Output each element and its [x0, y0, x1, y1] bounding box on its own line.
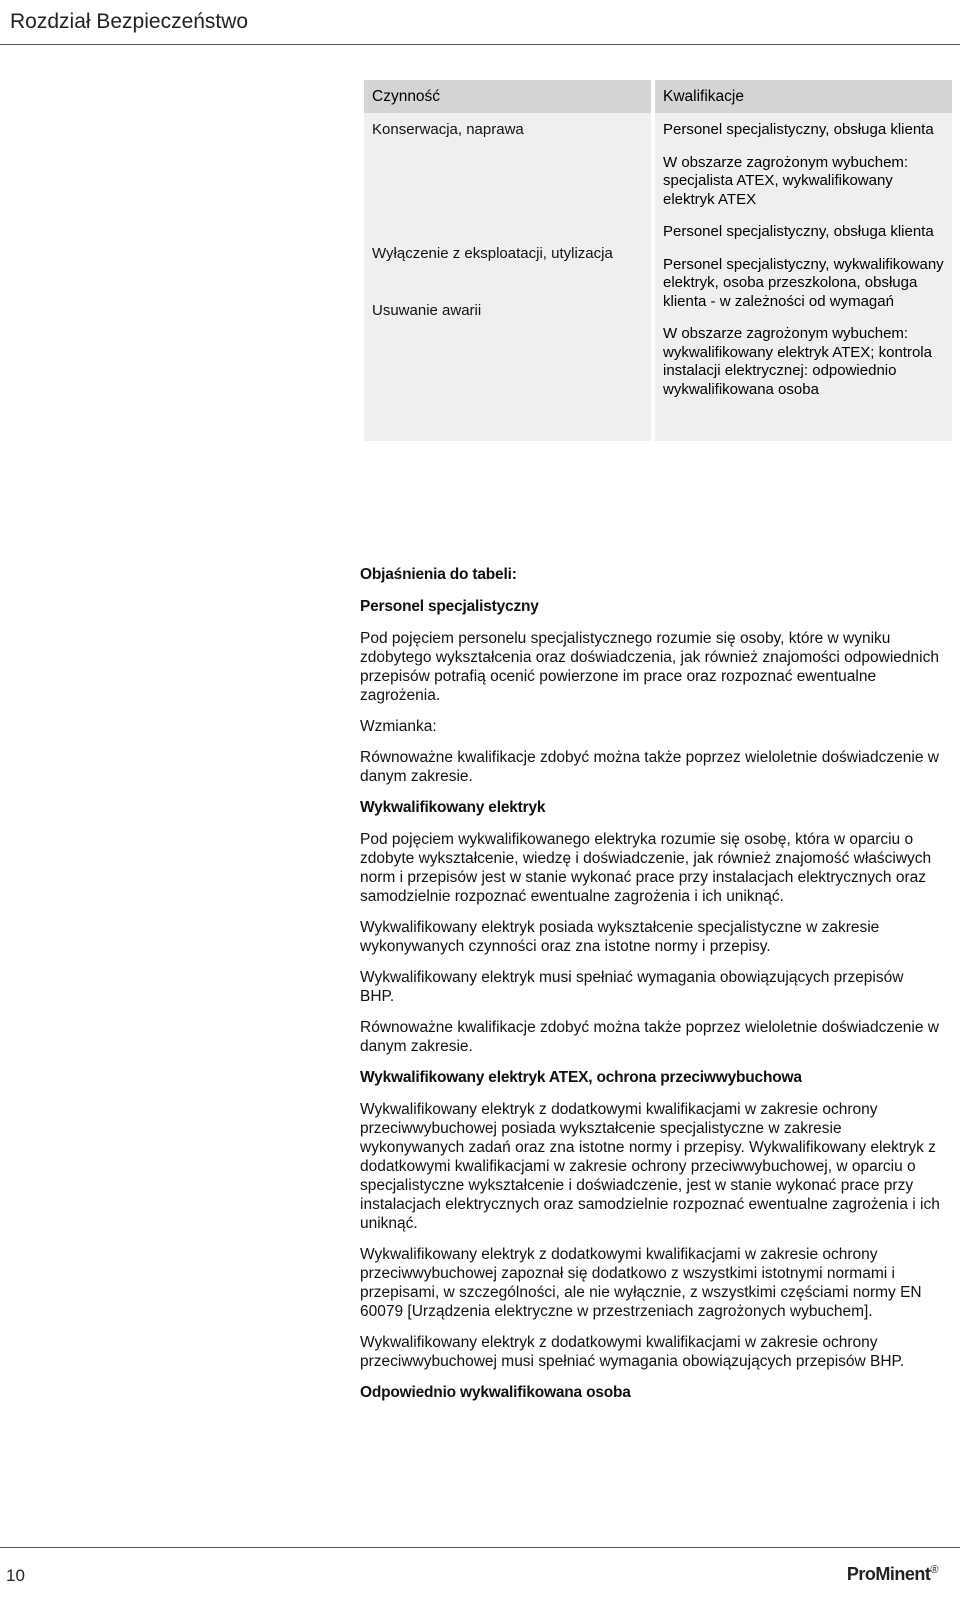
logo-text: ProMinent	[846, 1564, 931, 1584]
paragraph: Wzmianka:	[360, 718, 437, 735]
footer-divider	[0, 1547, 960, 1548]
table-header-row	[364, 80, 952, 113]
qualifications-table	[360, 80, 956, 441]
page-header	[0, 0, 960, 45]
section-heading: Wykwalifikowany elektryk ATEX, ochrona przeciwwybuchowa	[360, 1069, 802, 1086]
section-heading: Odpowiednio wykwalifikowana osoba	[360, 1384, 631, 1401]
paragraph: Wykwalifikowany elektryk z dodatkowymi kwalifikacjami w zakresie ochrony przeciwwybuchowej posiada wykształcenie specjalistyczne w zakresie wykonywanych zadań oraz zna istotne normy i przepisy. Wykwalifikowany elektryk z dodatkowymi kwalifikacjami w zakresie ochrony przeciwwybuchowej, w oparciu o specjalistyczne wykształcenie i doświadczenie, jest w stanie wykonać prace przy instalacjach elektrycznych oraz samodzielnie rozpoznać ewentualne zagrożenia i ich uniknąć.	[360, 1101, 940, 1232]
paragraph: Wykwalifikowany elektryk z dodatkowymi kwalifikacjami w zakresie ochrony przeciwwybuchowej musi spełniać wymagania obowiązujących przepisów BHP.	[360, 1334, 905, 1370]
qualification-item: Personel specjalistyczny, wykwalifikowany elektryk, osoba przeszkolona, obsługa klienta - w zależności od wymagań	[663, 255, 944, 310]
column-header-qualifications: Kwalifikacje	[655, 80, 952, 113]
qualification-item: Personel specjalistyczny, obsługa klienta	[663, 121, 934, 138]
prominent-logo	[847, 1564, 938, 1585]
section-heading: Objaśnienia do tabeli:	[360, 566, 517, 583]
activity-cell	[364, 113, 651, 441]
qualification-item: Personel specjalistyczny, obsługa klienta	[663, 223, 934, 240]
explanations	[360, 565, 940, 1415]
paragraph: Pod pojęciem wykwalifikowanego elektryka rozumie się osobę, która w oparciu o zdobyte wykształcenie, wiedzę i doświadczenie, jak również znajomość właściwych norm i przepisów jest w stanie wykonać prace przy instalacjach elektrycznych oraz samodzielnie rozpoznać ewentualne zagrożenia i ich uniknąć.	[360, 831, 932, 905]
activity-item: Konserwacja, naprawa	[372, 121, 524, 138]
paragraph: Równoważne kwalifikacje zdobyć można także poprzez wieloletnie doświadczenie w danym zakresie.	[360, 749, 939, 785]
page-number: 10	[6, 1566, 25, 1585]
paragraph: Pod pojęciem personelu specjalistycznego rozumie się osoby, które w wyniku zdobytego wykształcenia oraz doświadczenia, jak również znajomości odpowiednich przepisów potrafią ocenić powierzone im prace oraz rozpoznać ewentualne zagrożenia.	[360, 630, 939, 704]
paragraph: Wykwalifikowany elektryk posiada wykształcenie specjalistyczne w zakresie wykonywanych czynności oraz zna istotne normy i przepisy.	[360, 919, 880, 955]
column-header-activity: Czynność	[364, 80, 651, 113]
qualification-item: W obszarze zagrożonym wybuchem: wykwalifikowany elektryk ATEX; kontrola instalacji elektrycznej: odpowiednio wykwalifikowana osoba	[663, 325, 932, 398]
table-row	[364, 113, 952, 441]
section-heading: Personel specjalistyczny	[360, 598, 539, 615]
paragraph: Równoważne kwalifikacje zdobyć można także poprzez wieloletnie doświadczenie w danym zakresie.	[360, 1019, 939, 1055]
activity-item: Wyłączenie z eksploatacji, utylizacja	[372, 245, 613, 262]
paragraph: Wykwalifikowany elektryk musi spełniać wymagania obowiązujących przepisów BHP.	[360, 969, 904, 1005]
activity-item: Usuwanie awarii	[372, 302, 482, 319]
registered-mark: ®	[930, 1564, 938, 1576]
qualification-item: W obszarze zagrożonym wybuchem: specjalista ATEX, wykwalifikowany elektryk ATEX	[663, 153, 909, 208]
qualification-cell	[655, 113, 952, 441]
page-title: Rozdział Bezpieczeństwo	[10, 10, 249, 33]
paragraph: Wykwalifikowany elektryk z dodatkowymi kwalifikacjami w zakresie ochrony przeciwwybuchowej zapoznał się dodatkowo z wszystkimi istotnymi normami i przepisami, w szczególności, ale nie wyłącznie, z wszystkimi częściami normy EN 60079 [Urządzenia elektryczne w przestrzeniach zagrożonych wybuchem].	[360, 1246, 922, 1320]
section-heading: Wykwalifikowany elektryk	[360, 799, 546, 816]
